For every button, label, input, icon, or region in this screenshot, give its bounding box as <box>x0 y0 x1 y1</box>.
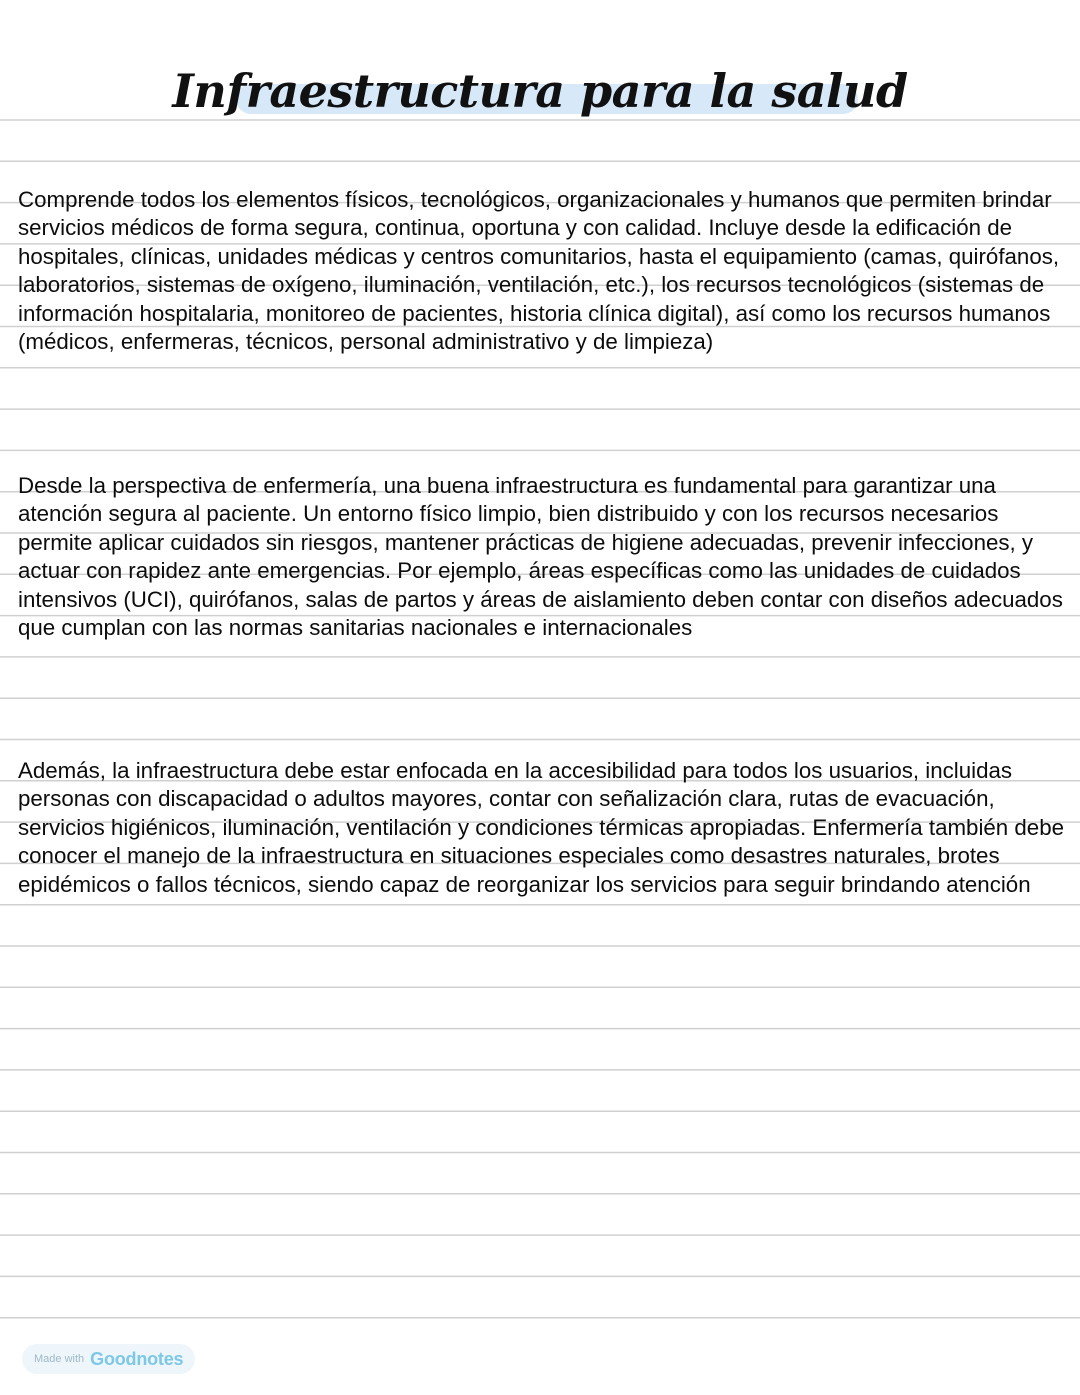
paragraph-definition: Comprende todos los elementos físicos, tecnológicos, organizacionales y humanos que permiten brindar servicios médicos de forma segura, continua, oportuna y con calidad. Incluye desde la edificación de hospitales, clínicas, unidades médicas y centros comunitarios, hasta el equipamiento (camas, quirófanos, laboratorios, sistemas de oxígeno, iluminación, ventilación, etc.), los recursos tecnológicos (sistemas de información hospitalaria, monitoreo de pacientes, historia clínica digital), así como los recursos humanos (médicos, enfermeras, técnicos, personal administrativo y de limpieza) <box>18 187 1060 355</box>
paragraph-nursing-perspective: Desde la perspectiva de enfermería, una buena infraestructura es fundamental para garantizar una atención segura al paciente. Un entorno físico limpio, bien distribuido y con los recursos necesarios permite aplicar cuidados sin riesgos, mantener prácticas de higiene adecuadas, prevenir infecciones, y actuar con rapidez ante emergencias. Por ejemplo, áreas específicas como las unidades de cuidados intensivos (UCI), quirófanos, salas de partos y áreas de aislamiento deben contar con diseños adecuados que cumplan con las normas sanitarias nacionales e internacionales <box>18 473 1063 641</box>
badge-brand: Goodnotes <box>90 1348 184 1369</box>
badge-prefix: Made with <box>34 1353 85 1365</box>
paragraph-accessibility: Además, la infraestructura debe estar enfocada en la accesibilidad para todos los usuarios, incluidas personas con discapacidad o adultos mayores, contar con señalización clara, rutas de evacuación, servicios higiénicos, iluminación, ventilación y condiciones térmicas apropiadas. Enfermería también debe conocer el manejo de la infraestructura en situaciones especiales como desastres naturales, brotes epidémicos o fallos técnicos, siendo capaz de reorganizar los servicios para seguir brindando atención <box>18 758 1065 897</box>
goodnotes-badge <box>22 1344 195 1374</box>
page-title: Infraestructura para la salud <box>172 64 908 118</box>
